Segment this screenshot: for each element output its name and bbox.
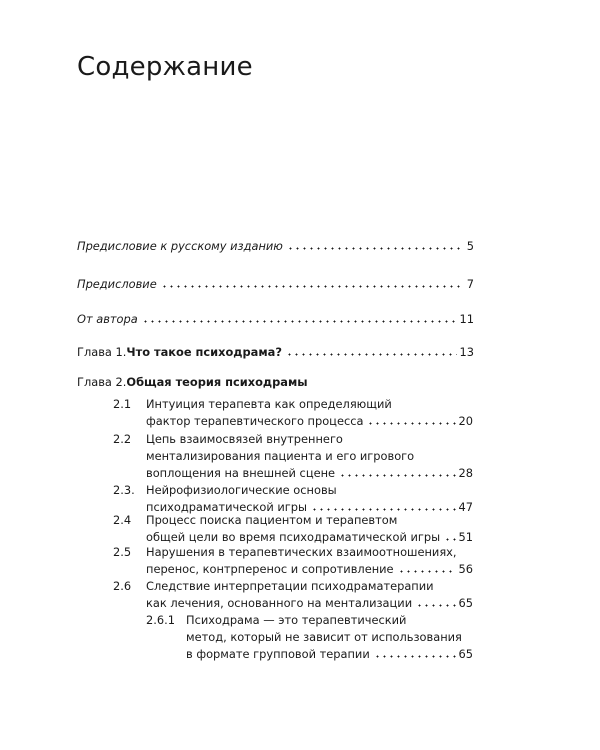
leader-dots xyxy=(339,465,455,477)
toc-chapter-1[interactable] xyxy=(77,344,474,361)
section-line: Нейрофизиологические основы xyxy=(146,483,337,497)
toc-section-2-2[interactable] xyxy=(146,431,473,482)
section-number: 2.2 xyxy=(113,432,132,446)
toc-entry-label: Предисловие к русскому изданию xyxy=(77,239,283,253)
toc-entry-page: 56 xyxy=(458,562,473,576)
toc-section-2-4[interactable] xyxy=(146,512,473,546)
toc-entry-page: 65 xyxy=(458,647,473,661)
leader-dots xyxy=(287,238,464,250)
section-line: Интуиция терапевта как определяющий xyxy=(146,397,392,411)
toc-entry-page: 47 xyxy=(458,500,473,514)
section-line: метод, который не зависит от использования xyxy=(186,630,462,644)
section-number: 2.3. xyxy=(113,483,135,497)
section-line: воплощения на внешней сцене xyxy=(146,466,336,480)
leader-dots xyxy=(367,413,455,425)
leader-dots xyxy=(416,595,455,607)
toc-entry-page: 5 xyxy=(466,239,474,253)
leader-dots xyxy=(311,499,455,511)
toc-section-2-1[interactable] xyxy=(146,396,473,430)
section-line: Следствие интерпретации психодраматерапии xyxy=(146,579,434,593)
section-line: фактор терапевтического процесса xyxy=(146,414,364,428)
section-line: Нарушения в терапевтических взаимоотношениях, xyxy=(146,545,457,559)
section-line: перенос, контрперенос и сопротивление xyxy=(146,562,394,576)
chapter-title: Общая теория психодрамы xyxy=(126,375,308,389)
toc-subsection-2-6-1[interactable] xyxy=(186,612,473,663)
section-number: 2.1 xyxy=(113,397,132,411)
toc-entry[interactable] xyxy=(77,311,474,328)
chapter-prefix: Глава 2. xyxy=(77,375,127,389)
toc-entry-page: 13 xyxy=(459,345,474,359)
section-number: 2.6 xyxy=(113,579,132,593)
leader-dots xyxy=(286,344,457,356)
section-line: как лечения, основанного на ментализации xyxy=(146,596,413,610)
toc-entry-label: Предисловие xyxy=(77,277,157,291)
toc-entry[interactable] xyxy=(77,276,474,293)
section-line: Психодрама — это терапевтический xyxy=(186,613,407,627)
chapter-title: Что такое психодрама? xyxy=(126,345,282,359)
section-line: общей цели во время психодраматической игры xyxy=(146,530,441,544)
leader-dots xyxy=(142,311,457,323)
section-number: 2.4 xyxy=(113,513,132,527)
leader-dots xyxy=(374,646,456,658)
leader-dots xyxy=(161,276,464,288)
toc-section-2-6[interactable] xyxy=(146,578,473,612)
toc-entry-page: 7 xyxy=(466,277,474,291)
toc-entry-page: 20 xyxy=(458,414,473,428)
toc-entry[interactable] xyxy=(77,238,474,255)
toc-section-2-5[interactable] xyxy=(146,544,473,578)
section-line: психодраматической игры xyxy=(146,500,308,514)
leader-dots xyxy=(398,561,456,573)
section-line: Процесс поиска пациентом и терапевтом xyxy=(146,513,398,527)
section-line: в формате групповой терапии xyxy=(186,647,370,661)
toc-entry-page: 51 xyxy=(458,530,473,544)
leader-dots xyxy=(444,529,455,541)
toc-entry-page: 28 xyxy=(458,466,473,480)
page-title: Содержание xyxy=(77,52,253,82)
section-number: 2.5 xyxy=(113,545,132,559)
toc-entry-page: 11 xyxy=(459,312,474,326)
subsection-number: 2.6.1 xyxy=(146,613,175,627)
toc-entry-label: От автора xyxy=(77,312,138,326)
chapter-prefix: Глава 1. xyxy=(77,345,127,359)
section-line: ментализирования пациента и его игрового xyxy=(146,449,415,463)
toc-chapter-2[interactable] xyxy=(77,374,474,391)
section-line: Цепь взаимосвязей внутреннего xyxy=(146,432,343,446)
toc-section-2-3[interactable] xyxy=(146,482,473,516)
toc-entry-page: 65 xyxy=(458,596,473,610)
